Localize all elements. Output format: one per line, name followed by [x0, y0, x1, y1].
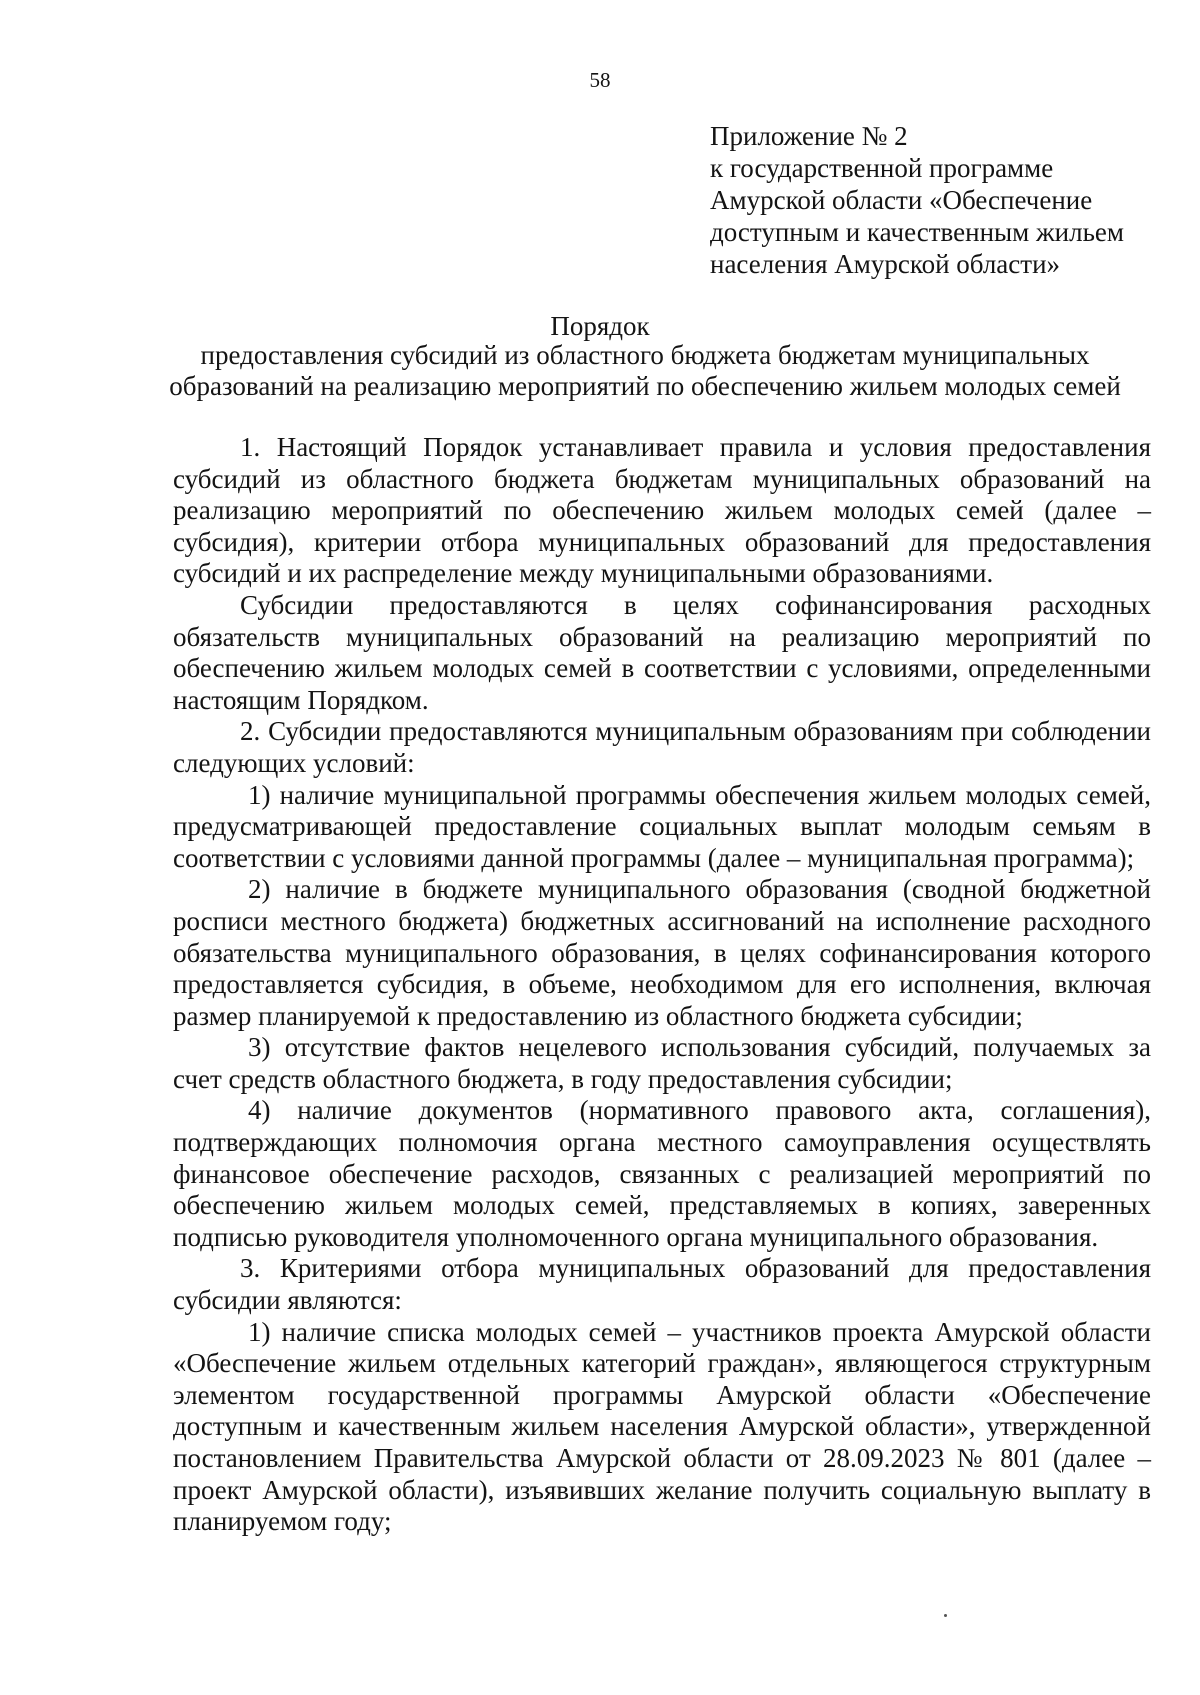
scan-speck: [944, 1614, 947, 1617]
paragraph-1-continued: Субсидии предоставляются в целях софинансирования расходных обязательств муниципальных образований на реализацию мероприятий по обеспечению жильем молодых семей в соответствии с условиями, определенными настоящим Порядком.: [173, 589, 1151, 715]
appendix-line: доступным и качественным жильем: [710, 217, 1124, 247]
criterion-1: 1) наличие списка молодых семей – участников проекта Амурской области «Обеспечение жильем отдельных категорий граждан», являющегося структурным элементом государственной программы Амурской области «Обеспечение доступным и качественным жильем населения Амурской области», утвержденной постановлением Правительства Амурской области от 28.09.2023 № 801 (далее – проект Амурской области), изъявивших желание получить социальную выплату в планируемом году;: [173, 1316, 1151, 1537]
paragraph-3: 3. Критериями отбора муниципальных образований для предоставления субсидии являются:: [173, 1253, 1151, 1316]
appendix-line: Приложение № 2: [710, 121, 908, 151]
appendix-header: [710, 120, 1170, 280]
appendix-line: населения Амурской области»: [710, 249, 1061, 279]
paragraph-2: 2. Субсидии предоставляются муниципальным образованиям при соблюдении следующих условий:: [173, 716, 1151, 778]
condition-1: 1) наличие муниципальной программы обеспечения жильем молодых семей, предусматривающей предоставление социальных выплат молодым семьям в соответствии с условиями данной программы (далее – муниципальная программа);: [173, 779, 1151, 873]
condition-4: 4) наличие документов (нормативного правового акта, соглашения), подтверждающих полномочия органа местного самоуправления осуществлять финансовое обеспечение расходов, связанных с реализацией мероприятий по обеспечению жильем молодых семей, представляемых в копиях, заверенных подписью руководителя уполномоченного органа муниципального образования.: [173, 1095, 1151, 1252]
condition-2: 2) наличие в бюджете муниципального образования (сводной бюджетной росписи местного бюджета) бюджетных ассигнований на исполнение расходного обязательства муниципального образования, в целях софинансирования которого предоставляется субсидия, в объеме, необходимом для его исполнения, включая размер планируемой к предоставлению из областного бюджета субсидии;: [173, 874, 1151, 1031]
condition-3: 3) отсутствие фактов нецелевого использования субсидий, получаемых за счет средств областного бюджета, в году предоставления субсидии;: [173, 1032, 1151, 1094]
document-title: Порядок: [550, 311, 650, 341]
paragraph-1: 1. Настоящий Порядок устанавливает правила и условия предоставления субсидий из областного бюджета бюджетам муниципальных образований на реализацию мероприятий по обеспечению жильем молодых семей (далее – субсидия), критерии отбора муниципальных образований для предоставления субсидий и их распределение между муниципальными образованиями.: [173, 432, 1151, 589]
appendix-line: Амурской области «Обеспечение: [710, 185, 1093, 215]
document-body: [173, 432, 1151, 1538]
appendix-line: к государственной программе: [710, 153, 1054, 183]
page-number: 58: [589, 68, 611, 92]
document-subtitle: предоставления субсидий из областного бюджета бюджетам муниципальных образований на реализацию мероприятий по обеспечению жильем молодых семей: [169, 340, 1121, 401]
